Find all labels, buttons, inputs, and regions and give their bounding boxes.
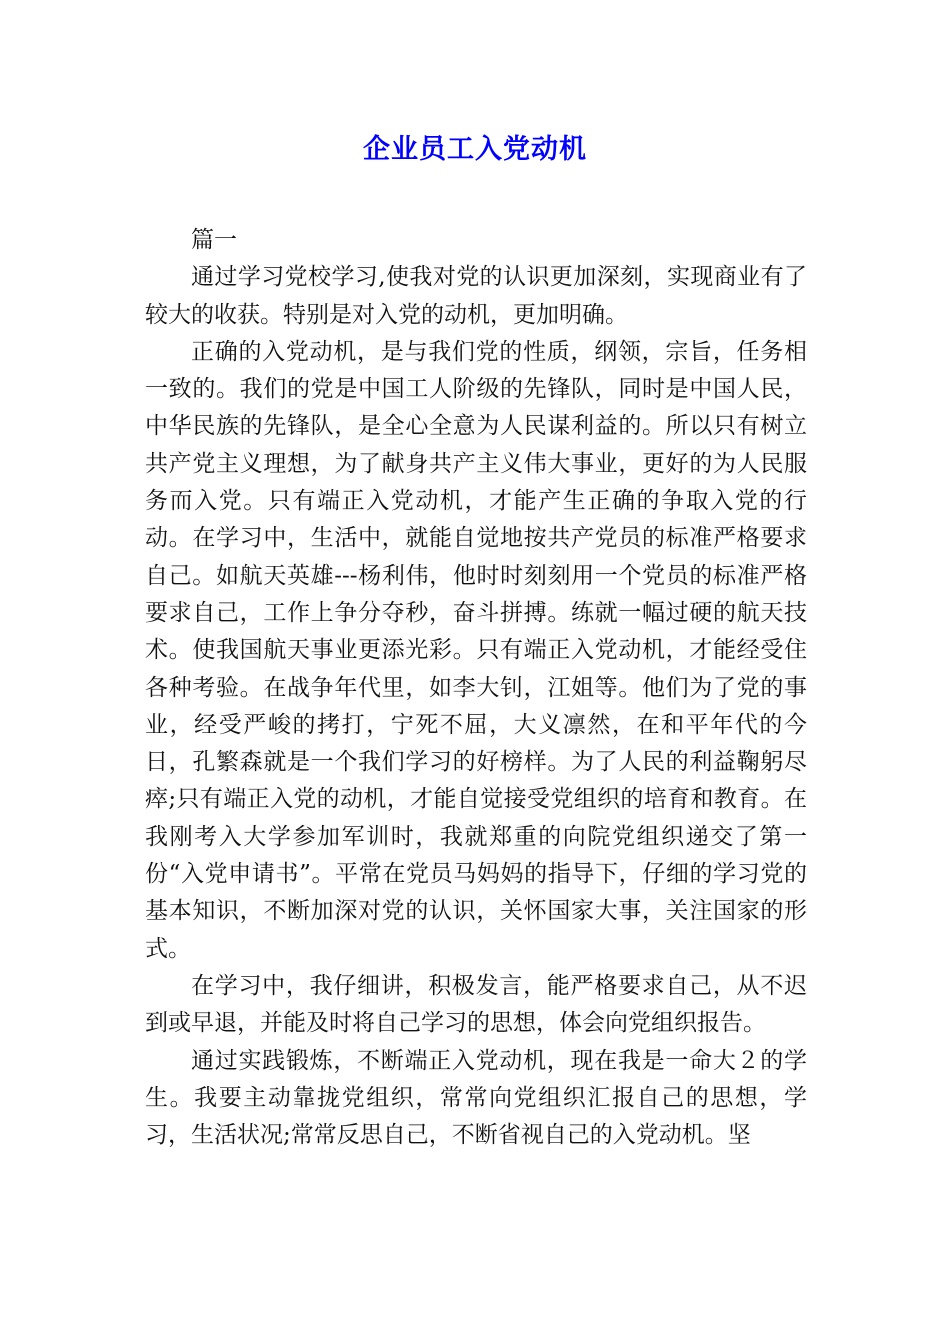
paragraph-1: 通过学习党校学习,使我对党的认识更加深刻，实现商业有了较大的收获。特别是对入党的动机，更加明确。: [145, 264, 807, 328]
paragraph-2: 正确的入党动机，是与我们党的性质，纲领，宗旨，任务相一致的。我们的党是中国工人阶级的先锋队，同时是中国人民，中华民族的先锋队，是全心全意为人民谋利益的。所以只有树立共产党主义理想，为了献身共产主义伟大事业，更好的为人民服务而入党。只有端正入党动机，才能产生正确的争取入党的行动。在学习中，生活中，就能自觉地按共产党员的标准严格要求自己。如航天英雄---杨利伟，他时时刻刻用一个党员的标准严格要求自己，工作上争分夺秒，奋斗拼搏。练就一幅过硬的航天技术。使我国航天事业更添光彩。只有端正入党动机，才能经受住各种考验。在战争年代里，如李大钊，江姐等。他们为了党的事业，经受严峻的拷打，宁死不屈，大义凛然，在和平年代的今日，孔繁森就是一个我们学习的好榜样。为了人民的利益鞠躬尽瘁;只有端正入党的动机，才能自觉接受党组织的培育和教育。在我刚考入大学参加军训时，我就郑重的向院党组织递交了第一份“入党申请书”。平常在党员马妈妈的指导下，仔细的学习党的基本知识，不断加深对党的认识，关怀国家大事，关注国家的形式。: [145, 338, 807, 962]
section-label: 篇一: [191, 227, 237, 253]
paragraph-3: 在学习中，我仔细讲，积极发言，能严格要求自己，从不迟到或早退，并能及时将自己学习的思想，体会向党组织报告。: [145, 972, 807, 1037]
document-title: 企业员工入党动机: [363, 134, 587, 165]
document-body: [145, 222, 807, 1154]
paragraph-4: 通过实践锻炼，不断端正入党动机，现在我是一命大２的学生。我要主动靠拢党组织，常常向党组织汇报自己的思想，学习，生活状况;常常反思自己，不断省视自己的入党动机。坚: [145, 1047, 807, 1149]
